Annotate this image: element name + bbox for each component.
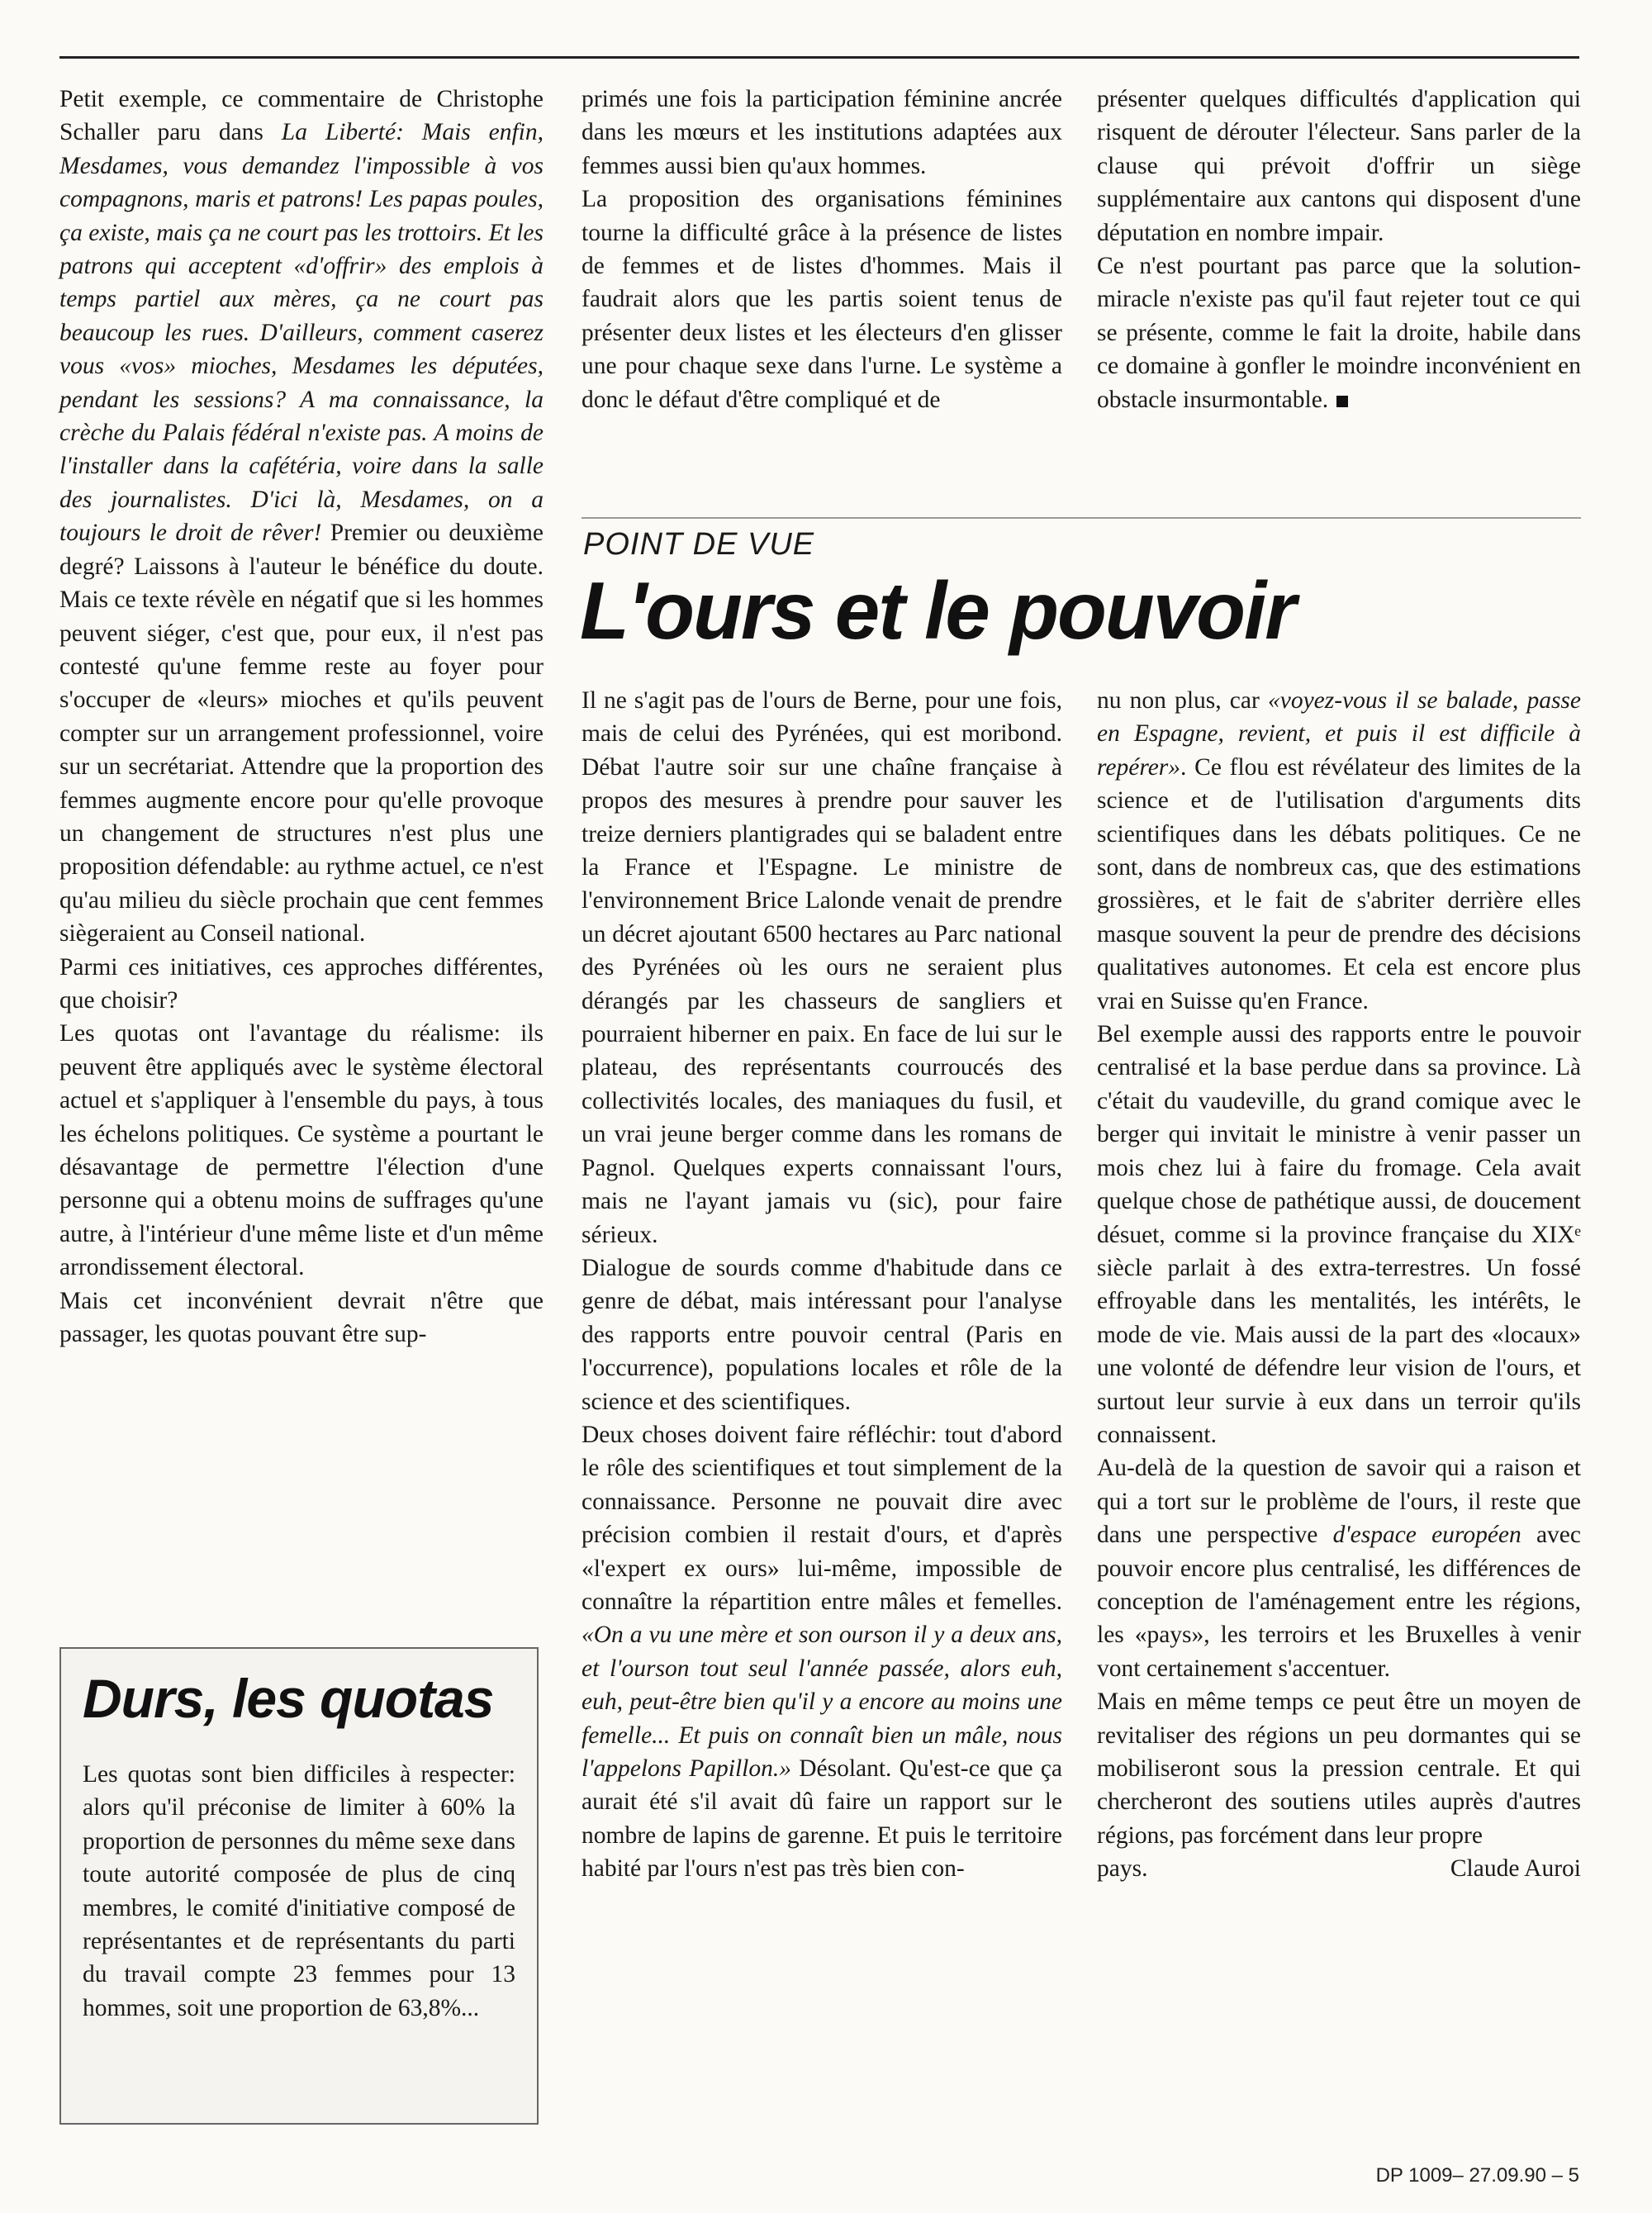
article-paragraph-7: Mais en même temps ce peut être un moyen de revitaliser des régions un peu dormantes qui se mobiliseront sous la pression centrale. Et qui chercheront des soutiens utiles auprès d'autres régions, pas forcément dans leur propre — [1097, 1688, 1581, 1849]
article-p6-lead: Au-delà de la question de savoir qui a raison et qui a tort sur le problème de l'ours, il reste que dans une perspective — [1097, 1455, 1581, 1549]
left-p1-lead: Petit exemple, ce commentaire de Christophe Schaller paru dans — [59, 86, 544, 146]
left-paragraph-2: Parmi ces initiatives, ces approches différentes, que choisir? — [59, 953, 544, 1014]
page-folio: DP 1009– 27.09.90 – 5 — [1375, 2164, 1579, 2187]
article-p4-lead: nu non plus, car — [1097, 687, 1268, 714]
top-rule — [59, 56, 1579, 59]
left-p1-quote: : Mais enfin, Mesdames, vous demandez l'impossible à vos compagnons, maris et patrons! Les papas poules, ça existe, mais ça ne court pas les trottoirs. Et les patrons qui acceptent «d'offrir» des emplois à temps partiel aux mères, ça ne court pas beaucoup les rues. D'ailleurs, comment caserez vous «vos» mioches, Mesdames les députées, pendant les sessions? A ma connaissance, la crèche du Palais fédéral n'existe pas. A moins de l'installer dans la cafétéria, voire dans la salle des journalistes. D'ici là, Mesdames, on a toujours le droit de rêver! — [59, 119, 544, 547]
article-kicker: POINT DE VUE — [583, 527, 815, 562]
article-p6-emphasis: d'espace européen — [1332, 1522, 1521, 1549]
article-paragraph-1: Il ne s'agit pas de l'ours de Berne, pour une fois, mais de celui des Pyrénées, qui est moribond. Débat l'autre soir sur une chaîne française à propos des mesures à prendre pour sauver les treize derniers plantigrades qui se baladent entre la France et l'Espagne. Le ministre de l'environnement Brice Lalonde venait de prendre un décret ajoutant 6500 hectares au Parc national des Pyrénées où les ours ne seraient plus dérangés par les chasseurs de sangliers et pourraient hiberner en paix. En face de lui sur le plateau, des représentants courroucés des collectivités locales, des maniaques du fusil, et un vrai jeune berger comme dans les romans de Pagnol. Quelques experts connaissant l'ours, mais ne l'ayant jamais vu (sic), pour faire sérieux. — [582, 687, 1062, 1248]
article-paragraph-5: Bel exemple aussi des rapports entre le pouvoir centralisé et la base perdue dans sa province. Là c'était du vaudeville, du grand comique avec le berger qui invitait le ministre à venir passer un mois chez lui à faire du fromage. Cela avait quelque chose de pathétique aussi, de doucement désuet, comme si la province française du XIXᵉ siècle parlait à des extra-terrestres. Un fossé effroyable dans les mentalités, les intérêts, le mode de vie. Mais aussi de la part des «locaux» une volonté de défendre leur vision de l'ours, et surtout leur survie à eux dans un terroir qu'ils connaissent. — [1097, 1021, 1581, 1448]
author-signature: Claude Auroi — [1450, 1855, 1581, 1883]
article-p6-tail: avec pouvoir encore plus centralisé, les différences de conception de l'aménagement entre les régions, les «pays», les terroirs et les Bruxelles à venir vont certainement s'accentuer. — [1097, 1522, 1581, 1682]
left-paragraph-1 — [59, 83, 544, 951]
article-paragraph-3 — [582, 1418, 1062, 1886]
left-paragraph-4: Mais cet inconvénient devrait n'être que passager, les quotas pouvant être sup- — [59, 1287, 544, 1348]
left-paragraph-3: Les quotas ont l'avantage du réalisme: ils peuvent être appliqués avec le système électoral actuel et s'appliquer à l'ensemble du pays, à tous les échelons politiques. Ce système a pourtant le désavantage de permettre l'élection d'une personne qui a obtenu moins de suffrages qu'une autre, à l'intérieur d'une même liste et d'un même arrondissement électoral. — [59, 1020, 544, 1281]
article-p3-quote: «On a vu une mère et son ourson il y a deux ans, et l'ourson tout seul l'année passée, alors euh, euh, peut-être bien qu'il y a encore au moins une femelle... Et puis on connaît bien un mâle, nous l'appelons Papillon.» — [582, 1622, 1062, 1782]
article-middle-column — [582, 684, 1062, 1886]
article-p8-text: pays. — [1097, 1855, 1148, 1883]
article-paragraph-2: Dialogue de sourds comme d'habitude dans ce genre de débat, mais intéressant pour l'analyse des rapports entre pouvoir central (Paris en l'occurrence), populations locales et rôle de la science et des scientifiques. — [582, 1254, 1062, 1415]
right-top-paragraph-1: présenter quelques difficultés d'application qui risquent de dérouter l'électeur. Sans parler de la clause qui prévoit d'offrir un siège supplémentaire aux cantons qui disposent d'une députation en nombre impair. — [1097, 86, 1581, 246]
boxout-text: Les quotas sont bien difficiles à respecter: alors qu'il préconise de limiter à 60% la proportion de personnes du même sexe dans toute autorité composée de plus de cinq membres, le comité d'initiative composé de représentantes et de représentants du parti du travail compte 23 femmes pour 13 hommes, soit une proportion de 63,8%... — [83, 1761, 515, 2021]
article-p3-lead: Deux choses doivent faire réfléchir: tout d'abord le rôle des scientifiques et tout simplement de la connaissance. Personne ne pouvait dire avec précision combien il restait d'ours, et d'après «l'expert ex ours» lui-même, impossible de connaître la répartition entre mâles et femelles. — [582, 1421, 1062, 1615]
right-top-column — [1097, 83, 1581, 416]
middle-top-column — [582, 83, 1062, 416]
mid-top-paragraph-2: La proposition des organisations féminines tourne la difficulté grâce à la présence de listes de femmes et de listes d'hommes. Mais il faudrait alors que les partis soient tenus de présenter deux listes et les électeurs d'en glisser une pour chaque sexe dans l'urne. Le système a donc le défaut d'être compliqué et de — [582, 186, 1062, 413]
left-p1-tail: Premier ou deuxième degré? Laissons à l'auteur le bénéfice du doute. Mais ce texte révèle en négatif que si les hommes peuvent siéger, c'est que, pour eux, il n'est pas contesté qu'une femme reste au foyer pour s'occuper de «leurs» mioches et qu'ils peuvent compter sur un arrangement professionnel, voire sur un secrétariat. Attendre que la proportion des femmes augmente encore pour qu'elle provoque un changement de structures n'est plus une proposition défendable: au rythme actuel, ce n'est qu'au milieu du siècle prochain que cent femmes siègeraient au Conseil national. — [59, 520, 544, 947]
article-p3-tail: Désolant. Qu'est-ce que ça aurait été s'il avait dû faire un rapport sur le nombre de lapins de garenne. Et puis le territoire habité par l'ours n'est pas très bien con- — [582, 1755, 1063, 1883]
right-top-paragraph-2 — [1097, 249, 1581, 416]
section-divider — [582, 517, 1581, 519]
left-column — [59, 83, 544, 1351]
boxout-title: Durs, les quotas — [83, 1668, 494, 1729]
mid-top-paragraph-1: primés une fois la participation féminine ancrée dans les mœurs et les institutions adaptées aux femmes aussi bien qu'aux hommes. — [582, 86, 1062, 179]
article-last-line — [1097, 1852, 1581, 1885]
boxout-panel — [59, 1647, 539, 2125]
article-right-column — [1097, 684, 1581, 1886]
left-p1-source: La Liberté — [281, 119, 396, 146]
article-headline: L'ours et le pouvoir — [580, 565, 1295, 656]
article-p4-quote: «voyez-vous il se balade, passe en Espagne, revient, et puis il est difficile à repérer» — [1097, 687, 1581, 781]
article-paragraph-4 — [1097, 684, 1581, 1018]
article-paragraph-6 — [1097, 1451, 1581, 1685]
right-top-p2-text: Ce n'est pourtant pas parce que la solution-miracle n'existe pas qu'il faut rejeter tout ce qui se présente, comme le fait la droite, habile dans ce domaine à gonfler le moindre inconvénient en obstacle insurmontable. — [1097, 253, 1581, 413]
end-of-article-mark — [1336, 396, 1348, 407]
article-p4-tail: . Ce flou est révélateur des limites de la science et de l'utilisation d'arguments dits scientifiques dans les débats politiques. Ce ne sont, dans de nombreux cas, que des estimations grossières, et le fait de s'abriter derrière elles masque souvent la peur de prendre des décisions qualitatives autonomes. Et cela est encore plus vrai en Suisse qu'en France. — [1097, 753, 1581, 1014]
